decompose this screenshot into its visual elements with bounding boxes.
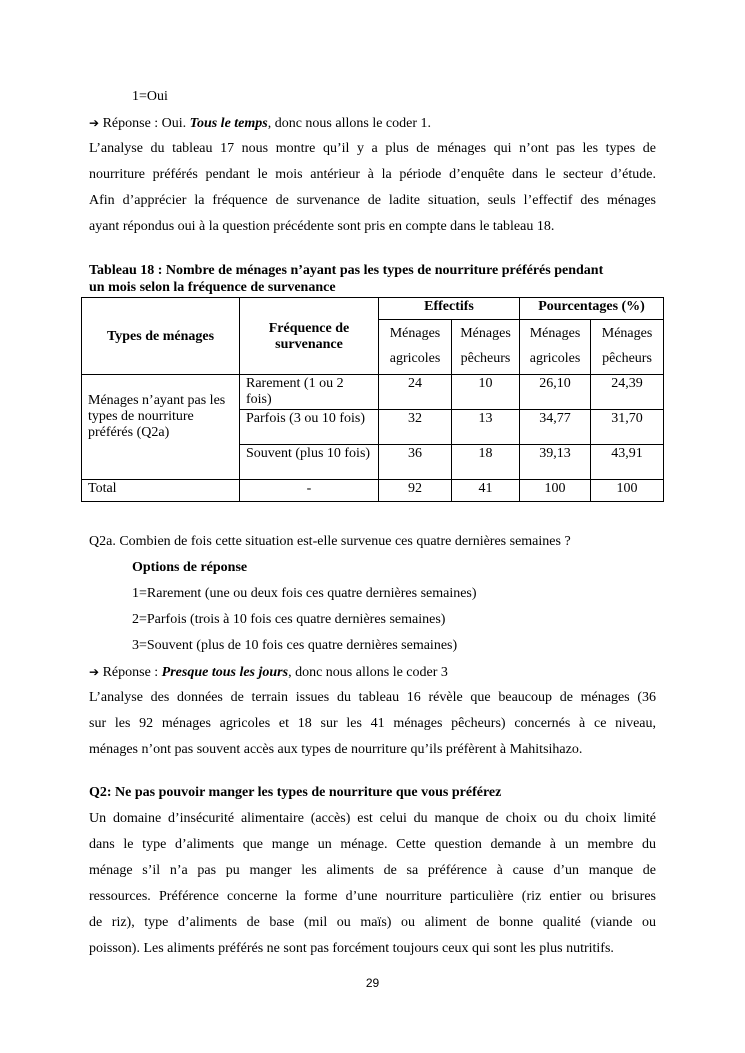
cell-total-eff-agricoles: 92 [379, 480, 452, 502]
reponse-prefix: Réponse : [102, 665, 162, 680]
row-group-label: Ménages n’ayant pas les types de nourriture préférés (Q2a) [82, 375, 240, 480]
option-item: 1=Rarement (une ou deux fois ces quatre dernières semaines) [132, 586, 477, 601]
header-effectifs: Effectifs [379, 298, 520, 320]
cell-total-eff-pecheurs: 41 [452, 480, 520, 502]
paragraph-2-line: ménages n’ont pas souvent accès aux types de nourriture qu’ils préfèrent à Mahitsihazo. [89, 742, 583, 757]
cell-eff-agricoles: 24 [379, 375, 452, 410]
options-title: Options de réponse [132, 560, 248, 575]
cell-frequence: Rarement (1 ou 2 fois) [240, 375, 379, 410]
option-item: 3=Souvent (plus de 10 fois ces quatre dernières semaines) [132, 638, 458, 653]
cell-eff-pecheurs: 13 [452, 410, 520, 445]
reponse-suffix: , donc nous allons le coder 3 [288, 665, 448, 680]
option-oui: 1=Oui [132, 89, 168, 104]
cell-pct-agricoles: 39,13 [520, 445, 591, 480]
cell-total-pct-pecheurs: 100 [591, 480, 664, 502]
cell-eff-pecheurs: 10 [452, 375, 520, 410]
header-pourcentages: Pourcentages (%) [520, 298, 664, 320]
cell-frequence: Parfois (3 ou 10 fois) [240, 410, 379, 445]
cell-eff-pecheurs: 18 [452, 445, 520, 480]
paragraph-3-line: poisson). Les aliments préférés ne sont pas forcément toujours ceux qui sont les plus nutritifs. [89, 941, 614, 956]
page-number: 29 [365, 976, 380, 990]
subheader-pecheurs: Ménages pêcheurs [591, 320, 664, 375]
cell-frequence: Souvent (plus 10 fois) [240, 445, 379, 480]
header-types-menages: Types de ménages [82, 298, 240, 375]
section-heading-q2: Q2: Ne pas pouvoir manger les types de nourriture que vous préférez [89, 785, 502, 800]
paragraph-1-line: ayant répondus oui à la question précédente sont pris en compte dans le tableau 18. [89, 219, 555, 234]
subheader-agricoles: Ménages agricoles [379, 320, 452, 375]
reponse-line-1 [89, 114, 656, 133]
paragraph-1-line: nourriture préférés pendant le mois antérieur à la période d’enquête dans le secteur d’étude. [89, 167, 656, 182]
paragraph-2-line: L’analyse des données de terrain issues du tableau 16 révèle que beaucoup de ménages (36 [89, 690, 656, 705]
table-caption: Tableau 18 : Nombre de ménages n’ayant pas les types de nourriture préférés pendant [89, 263, 604, 278]
paragraph-3-line: ressources. Préférence concerne la forme d’une nourriture particulière (riz entier ou brisures [89, 889, 656, 904]
paragraph-2-line: sur les 92 ménages agricoles et 18 sur les 41 ménages pêcheurs) concernés à ce niveau, [89, 716, 656, 731]
cell-pct-pecheurs: 31,70 [591, 410, 664, 445]
paragraph-1-line: L’analyse du tableau 17 nous montre qu’il y a plus de ménages qui n’ont pas les types de [89, 141, 656, 156]
question-q2a: Q2a. Combien de fois cette situation est-elle survenue ces quatre dernières semaines ? [89, 534, 571, 549]
cell-eff-agricoles: 36 [379, 445, 452, 480]
arrow-icon: ➔ [89, 665, 100, 679]
paragraph-3-line: ménage s’il n’a pas pu manger les aliments de sa préférence à cause d’un manque de [89, 863, 656, 878]
cell-pct-agricoles: 34,77 [520, 410, 591, 445]
arrow-icon: ➔ [89, 116, 100, 130]
header-frequence: Fréquence de survenance [240, 298, 379, 375]
paragraph-3-line: Un domaine d’insécurité alimentaire (accès) est celui du manque de choix ou du choix limité [89, 811, 656, 826]
table-caption: un mois selon la fréquence de survenance [89, 280, 336, 295]
paragraph-1-line: Afin d’apprécier la fréquence de survenance de ladite situation, seuls l’effectif des ménages [89, 193, 656, 208]
cell-pct-pecheurs: 24,39 [591, 375, 664, 410]
subheader-agricoles: Ménages agricoles [520, 320, 591, 375]
cell-total-label: Total [82, 480, 240, 502]
frequency-table [81, 297, 664, 502]
reponse-suffix: , donc nous allons le coder 1. [267, 116, 432, 131]
cell-pct-pecheurs: 43,91 [591, 445, 664, 480]
reponse-emphasis: Tous le temps [189, 116, 268, 131]
option-item: 2=Parfois (trois à 10 fois ces quatre dernières semaines) [132, 612, 446, 627]
paragraph-3-line: de riz), type d’aliments de base (mil ou maïs) ou aliment de bonne qualité (viande ou [89, 915, 656, 930]
paragraph-3-line: dans le type d’aliments que mange un ménage. Cette question demande à un membre du [89, 837, 656, 852]
subheader-pecheurs: Ménages pêcheurs [452, 320, 520, 375]
reponse-line-2 [89, 663, 656, 682]
cell-total-frequence: - [240, 480, 379, 502]
cell-pct-agricoles: 26,10 [520, 375, 591, 410]
reponse-emphasis: Presque tous les jours [161, 665, 289, 680]
reponse-prefix: Réponse : Oui. [102, 116, 190, 131]
cell-eff-agricoles: 32 [379, 410, 452, 445]
cell-total-pct-agricoles: 100 [520, 480, 591, 502]
